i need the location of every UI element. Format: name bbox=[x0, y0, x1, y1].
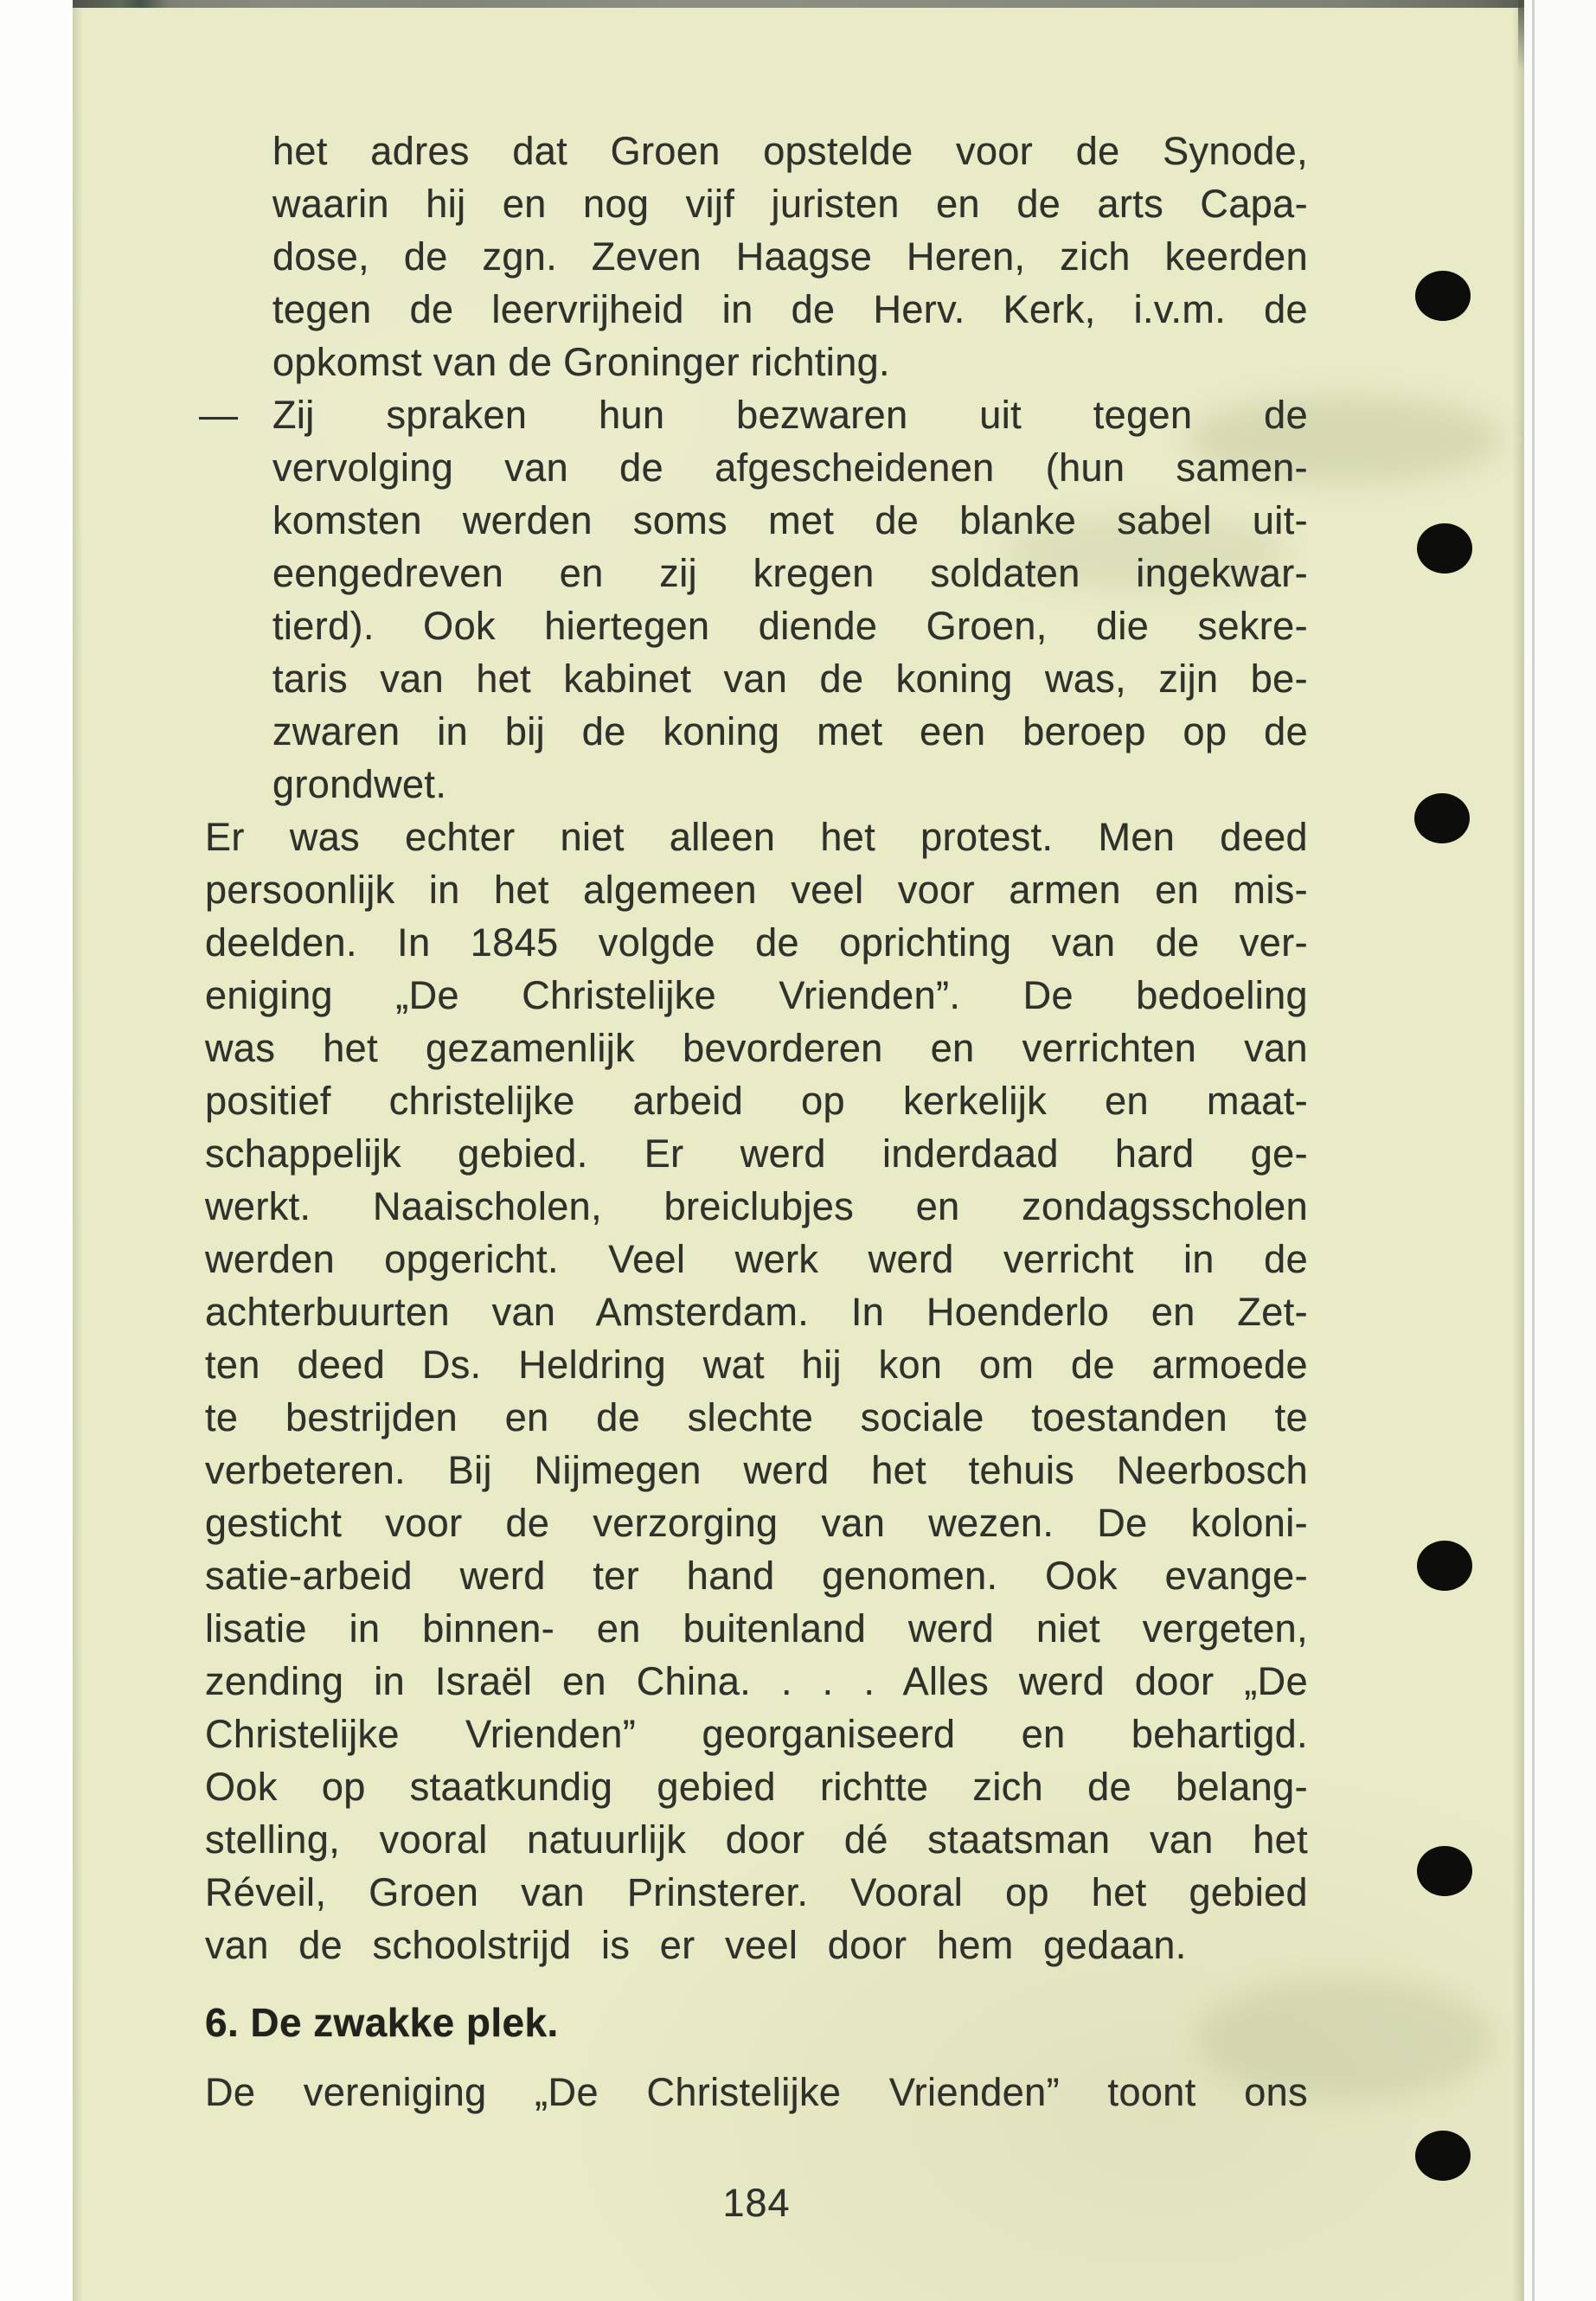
closing-line: De vereniging „De Christelijke Vrienden” toont ons bbox=[205, 2070, 1308, 2114]
text-line: komsten werden soms met de blanke sabel uit- bbox=[272, 498, 1308, 542]
text-line: vervolging van de afgescheidenen (hun samen- bbox=[272, 445, 1308, 490]
punch-hole bbox=[1417, 1846, 1472, 1896]
scan-left-margin bbox=[0, 0, 73, 2301]
text-line: verbeteren. Bij Nijmegen werd het tehuis Neerbosch bbox=[205, 1448, 1308, 1492]
adjacent-page-edge-line bbox=[1532, 0, 1535, 2301]
text-line: deelden. In 1845 volgde de oprichting van de ver- bbox=[205, 920, 1308, 965]
text-line: te bestrijden en de slechte sociale toestanden te bbox=[205, 1395, 1308, 1439]
text-line: ten deed Ds. Heldring wat hij kon om de armoede bbox=[205, 1343, 1308, 1387]
punch-hole bbox=[1415, 271, 1471, 321]
text-line: van de schoolstrijd is er veel door hem gedaan. bbox=[205, 1923, 1187, 1967]
text-line: tegen de leervrijheid in de Herv. Kerk, i.v.m. de bbox=[272, 287, 1308, 331]
text-line: positief christelijke arbeid op kerkelijk en maat- bbox=[205, 1079, 1308, 1123]
text-line: lisatie in binnen- en buitenland werd niet vergeten, bbox=[205, 1606, 1308, 1650]
text-line: Zij spraken hun bezwaren uit tegen de bbox=[272, 393, 1308, 437]
text-line: stelling, vooral natuurlijk door dé staatsman van het bbox=[205, 1817, 1308, 1862]
page-number: 184 bbox=[722, 2181, 791, 2225]
page-top-edge-shadow bbox=[73, 0, 1524, 8]
scan-right-margin bbox=[1524, 0, 1596, 2301]
text-line: Christelijke Vrienden” georganiseerd en behartigd. bbox=[205, 1712, 1308, 1756]
text-line: eniging „De Christelijke Vrienden”. De bedoeling bbox=[205, 973, 1308, 1017]
text-line: taris van het kabinet van de koning was, zijn be- bbox=[272, 657, 1308, 701]
book-page bbox=[73, 0, 1524, 2301]
text-line: persoonlijk in het algemeen veel voor armen en mis- bbox=[205, 868, 1308, 912]
text-line: werden opgericht. Veel werk werd verricht in de bbox=[205, 1237, 1308, 1281]
page-right-edge-shadow bbox=[1512, 0, 1524, 2301]
text-line: dose, de zgn. Zeven Haagse Heren, zich keerden bbox=[272, 234, 1308, 279]
punch-hole bbox=[1414, 793, 1470, 843]
text-line: Er was echter niet alleen het protest. Men deed bbox=[205, 815, 1308, 859]
text-line: Réveil, Groen van Prinsterer. Vooral op het gebied bbox=[205, 1870, 1308, 1914]
text-line: waarin hij en nog vijf juristen en de arts Capa- bbox=[272, 182, 1308, 226]
text-line: was het gezamenlijk bevorderen en verrichten van bbox=[205, 1026, 1308, 1070]
text-line: schappelijk gebied. Er werd inderdaad hard ge- bbox=[205, 1131, 1308, 1176]
punch-hole bbox=[1417, 1541, 1472, 1591]
text-line: werkt. Naaischolen, breiclubjes en zondagsscholen bbox=[205, 1184, 1308, 1228]
text-line: zending in Israël en China. . . . Alles werd door „De bbox=[205, 1659, 1308, 1703]
text-line: zwaren in bij de koning met een beroep op de bbox=[272, 709, 1308, 753]
text-line: het adres dat Groen opstelde voor de Synode, bbox=[272, 129, 1308, 173]
text-line: Ook op staatkundig gebied richtte zich de belang- bbox=[205, 1765, 1308, 1809]
text-line: tierd). Ook hiertegen diende Groen, die sekre- bbox=[272, 604, 1308, 648]
text-line: satie-arbeid werd ter hand genomen. Ook evange- bbox=[205, 1554, 1308, 1598]
text-line: eengedreven en zij kregen soldaten ingekwar- bbox=[272, 551, 1308, 595]
text-line: grondwet. bbox=[272, 762, 447, 806]
text-line: opkomst van de Groninger richting. bbox=[272, 340, 890, 384]
list-item-dash: — bbox=[199, 393, 238, 437]
section-heading: 6. De zwakke plek. bbox=[205, 2000, 559, 2045]
text-line: achterbuurten van Amsterdam. In Hoenderlo en Zet- bbox=[205, 1290, 1308, 1334]
punch-hole bbox=[1415, 2131, 1471, 2181]
punch-hole bbox=[1417, 523, 1472, 574]
text-line: gesticht voor de verzorging van wezen. De koloni- bbox=[205, 1501, 1308, 1545]
